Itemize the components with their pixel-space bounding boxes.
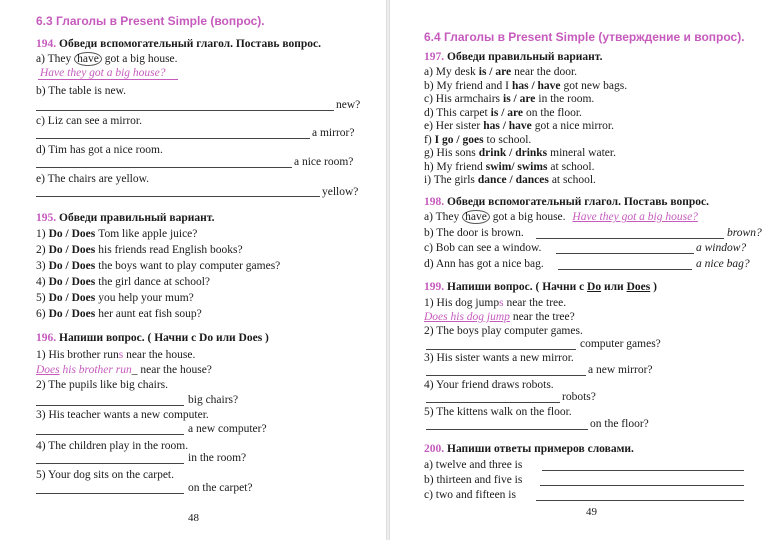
- ex198-c: c) Bob can see a window.: [424, 242, 542, 254]
- answer-blank[interactable]: [426, 402, 560, 403]
- exercise-instruction: Обведи правильный вариант.: [59, 212, 215, 224]
- option-choice[interactable]: is / are: [490, 106, 524, 119]
- option-choice[interactable]: swim/ swims: [485, 160, 548, 173]
- list-item: [424, 120, 617, 133]
- option-do[interactable]: Do: [48, 228, 63, 240]
- item-text: in the room.: [538, 93, 595, 105]
- item-prefix: a) My desk: [424, 66, 476, 78]
- ex199-1-answer: [424, 311, 575, 324]
- ex200-c: c) two and fifteen is: [424, 489, 516, 501]
- option-choice[interactable]: is / are: [503, 93, 536, 105]
- exercise-199-title: [424, 281, 657, 293]
- ex194-e: e) The chairs are yellow.: [36, 173, 150, 185]
- ex196-5: 5) Your dog sits on the carpet.: [36, 469, 174, 481]
- option-separator: /: [62, 228, 72, 240]
- ex194-c-tail: a mirror?: [312, 127, 355, 139]
- instruction-does: Does: [626, 281, 651, 293]
- item-number: 6): [36, 308, 46, 320]
- list-item: [36, 228, 200, 241]
- answer-blank[interactable]: [426, 429, 588, 430]
- answer-tail: near the tree?: [512, 311, 575, 323]
- exercise-instruction: Напиши вопрос. ( Начни с Do или Does ): [59, 332, 269, 344]
- ex199-2: 2) The boys play computer games.: [424, 325, 583, 337]
- instruction-pre: Напиши вопрос. ( Начни с: [447, 281, 585, 293]
- answer-does: Does: [36, 364, 60, 376]
- list-item: [424, 80, 630, 93]
- ex194-b: b) The table is new.: [36, 85, 127, 97]
- item-prefix: g) His sons: [424, 147, 476, 159]
- answer-blank[interactable]: [36, 110, 334, 111]
- list-item: [36, 292, 197, 305]
- exercise-198-title: [424, 196, 709, 208]
- section-heading-6-4: 6.4 Глаголы в Present Simple (утверждение и вопрос).: [424, 30, 745, 44]
- list-item: [424, 134, 534, 147]
- exercise-instruction: Обведи правильный вариант.: [447, 51, 603, 63]
- ex199-4-tail: robots?: [562, 391, 596, 403]
- exercise-194-title: [36, 38, 321, 50]
- exercise-instruction: Обведи вспомогательный глагол. Поставь вопрос.: [447, 196, 710, 208]
- item-prefix: e) Her sister: [424, 120, 481, 132]
- item-text: you help your mum?: [98, 292, 194, 304]
- item-text: mineral water.: [550, 147, 616, 159]
- option-does[interactable]: Does: [71, 308, 96, 320]
- item-text: his friends read English books?: [98, 244, 243, 256]
- ex198-c-tail: a window?: [696, 242, 747, 254]
- answer-blank[interactable]: [536, 238, 724, 239]
- list-item: [424, 161, 598, 174]
- item-number: 1): [36, 228, 46, 240]
- ex194-a: [36, 53, 178, 66]
- option-does[interactable]: Does: [71, 244, 96, 256]
- option-separator: /: [62, 260, 72, 272]
- list-item: [424, 66, 580, 79]
- ex199-5-tail: on the floor?: [590, 418, 649, 430]
- exercise-instruction: Напиши ответы примеров словами.: [447, 443, 634, 455]
- ex198-a-answer: Have they got a big house?: [572, 211, 698, 223]
- ex200-b: b) thirteen and five is: [424, 474, 523, 486]
- option-choice[interactable]: has / have: [483, 120, 532, 132]
- ex194-e-tail: yellow?: [322, 186, 359, 198]
- ex196-4: 4) The children play in the room.: [36, 440, 189, 452]
- option-does[interactable]: Does: [71, 276, 96, 288]
- list-item: [424, 174, 599, 187]
- item-text: on the floor.: [526, 106, 582, 119]
- ex199-3: 3) His sister wants a new mirror.: [424, 352, 574, 364]
- option-separator: /: [62, 308, 72, 320]
- ex198-d: d) Ann has got a nice bag.: [424, 258, 544, 270]
- answer-blank[interactable]: [36, 138, 310, 139]
- ex199-1-pre: 1) His dog jump: [424, 297, 500, 309]
- item-text: her aunt eat fish soup?: [98, 308, 202, 320]
- list-item: [424, 147, 619, 160]
- ex199-1: [424, 297, 566, 310]
- ex196-2-tail: big chairs?: [188, 394, 239, 406]
- option-separator: /: [62, 292, 72, 304]
- exercise-200-title: [424, 443, 634, 455]
- ex198-d-tail: a nice bag?: [696, 258, 750, 270]
- exercise-197-title: [424, 51, 602, 63]
- ex198-a-post: got a big house.: [492, 211, 566, 223]
- exercise-number: 200.: [424, 443, 445, 455]
- page-number: 48: [188, 512, 199, 524]
- ex194-d: d) Tim has got a nice room.: [36, 144, 163, 156]
- answer-blank[interactable]: [36, 493, 184, 494]
- ex199-1-post: near the tree.: [506, 297, 567, 309]
- item-text: at school.: [551, 174, 596, 186]
- item-text: got new bags.: [563, 79, 628, 92]
- item-prefix: c) His armchairs: [424, 93, 500, 105]
- answer-blank[interactable]: [36, 434, 184, 435]
- left-page: [0, 0, 386, 540]
- ex194-a-post: got a big house.: [104, 53, 178, 65]
- ex198-a: [424, 211, 698, 224]
- ex199-2-tail: computer games?: [580, 338, 661, 350]
- ex194-a-answer: Have they got a big house?: [40, 67, 166, 79]
- item-prefix: f): [424, 133, 432, 146]
- ex194-b-tail: new?: [336, 99, 361, 111]
- answer-blank[interactable]: [542, 470, 744, 471]
- instruction-post: ): [653, 281, 657, 293]
- option-choice[interactable]: I go / goes: [434, 133, 484, 146]
- exercise-instruction: Обведи вспомогательный глагол. Поставь вопрос.: [59, 38, 322, 50]
- answer-blank[interactable]: [36, 463, 184, 464]
- item-number: 3): [36, 260, 46, 272]
- answer-tail: near the house?: [140, 364, 212, 376]
- circled-ending: s: [499, 297, 504, 309]
- option-do[interactable]: Do: [48, 276, 63, 288]
- option-separator: /: [62, 244, 72, 256]
- exercise-number: 199.: [424, 281, 445, 293]
- item-prefix: b) My friend and I: [424, 79, 509, 92]
- list-item: [424, 93, 597, 106]
- ex194-a-pre: a) They: [36, 53, 72, 65]
- item-text: Tom like apple juice?: [98, 228, 198, 240]
- option-do[interactable]: Do: [48, 308, 63, 320]
- item-text: the boys want to play computer games?: [98, 260, 281, 272]
- ex196-1: [36, 349, 195, 362]
- ex200-a: a) twelve and three is: [424, 459, 523, 471]
- item-number: 4): [36, 276, 46, 288]
- section-heading-6-3: 6.3 Глаголы в Present Simple (вопрос).: [36, 14, 265, 28]
- option-does[interactable]: Does: [71, 260, 96, 272]
- item-text: at school.: [550, 160, 595, 173]
- circled-ending: s: [118, 349, 124, 361]
- option-does[interactable]: Does: [71, 292, 96, 304]
- item-text: to school.: [486, 133, 532, 146]
- ex198-a-pre: a) They: [424, 211, 460, 223]
- ex196-1-answer: Does his brother run_ near the house?: [36, 364, 212, 376]
- exercise-196-title: [36, 332, 269, 344]
- answer-blank[interactable]: [536, 500, 744, 501]
- instruction-mid: или: [603, 281, 624, 293]
- answer-line: [38, 79, 178, 80]
- ex199-5: 5) The kittens walk on the floor.: [424, 406, 572, 418]
- item-text: the girl dance at school?: [98, 276, 211, 288]
- ex196-3-tail: a new computer?: [188, 423, 267, 435]
- list-item: [36, 276, 213, 289]
- list-item: [36, 244, 246, 257]
- exercise-number: 198.: [424, 196, 445, 208]
- answer-blank[interactable]: [556, 253, 694, 254]
- ex196-2: 2) The pupils like big chairs.: [36, 379, 169, 391]
- option-do[interactable]: Do: [48, 260, 63, 272]
- exercise-number: 197.: [424, 51, 445, 63]
- answer-blank[interactable]: [426, 375, 586, 376]
- answer-blank[interactable]: [36, 196, 320, 197]
- circled-verb: have: [74, 52, 102, 66]
- list-item: [424, 107, 585, 120]
- answer-blank[interactable]: [558, 269, 692, 270]
- answer-rest: his brother run: [62, 364, 132, 376]
- item-number: 5): [36, 292, 46, 304]
- exercise-number: 196.: [36, 332, 57, 344]
- option-do[interactable]: Do: [48, 244, 63, 256]
- answer-blank[interactable]: [426, 349, 576, 350]
- ex199-3-tail: a new mirror?: [588, 364, 653, 376]
- item-number: 2): [36, 244, 46, 256]
- answer-blank[interactable]: [36, 405, 184, 406]
- option-choice[interactable]: dance / dances: [477, 174, 549, 186]
- ex196-1-post: near the house.: [126, 349, 196, 361]
- item-text: got a nice mirror.: [534, 120, 614, 132]
- ex194-d-tail: a nice room?: [294, 156, 354, 168]
- list-item: [36, 260, 283, 273]
- answer-blank[interactable]: [36, 167, 292, 168]
- item-text: near the door.: [514, 66, 578, 78]
- page-number: 49: [586, 506, 597, 518]
- ex196-3: 3) His teacher wants a new computer.: [36, 409, 209, 421]
- exercise-number: 194.: [36, 38, 57, 50]
- item-prefix: h) My friend: [424, 160, 483, 173]
- answer-text: Does his dog jump: [424, 311, 510, 323]
- ex198-b-tail: brown?: [727, 227, 762, 239]
- option-do[interactable]: Do: [48, 292, 63, 304]
- right-page: [390, 0, 777, 540]
- option-choice[interactable]: has / have: [511, 79, 561, 92]
- ex194-c: c) Liz can see a mirror.: [36, 115, 142, 127]
- option-separator: /: [62, 276, 72, 288]
- instruction-do: Do: [587, 281, 602, 293]
- answer-blank[interactable]: [540, 485, 744, 486]
- ex196-5-tail: on the carpet?: [188, 482, 253, 494]
- exercise-195-title: [36, 212, 214, 224]
- option-choice[interactable]: is / are: [478, 66, 512, 78]
- option-choice[interactable]: drink / drinks: [478, 147, 548, 159]
- list-item: [36, 308, 205, 321]
- ex196-1-pre: 1) His brother run: [36, 349, 119, 361]
- exercise-number: 195.: [36, 212, 57, 224]
- option-does[interactable]: Does: [71, 228, 96, 240]
- ex196-4-tail: in the room?: [188, 452, 247, 464]
- ex199-4: 4) Your friend draws robots.: [424, 379, 554, 391]
- ex198-b: b) The door is brown.: [424, 227, 524, 239]
- item-prefix: d) This carpet: [424, 106, 488, 119]
- circled-verb: have: [462, 210, 490, 224]
- item-prefix: i) The girls: [424, 174, 475, 186]
